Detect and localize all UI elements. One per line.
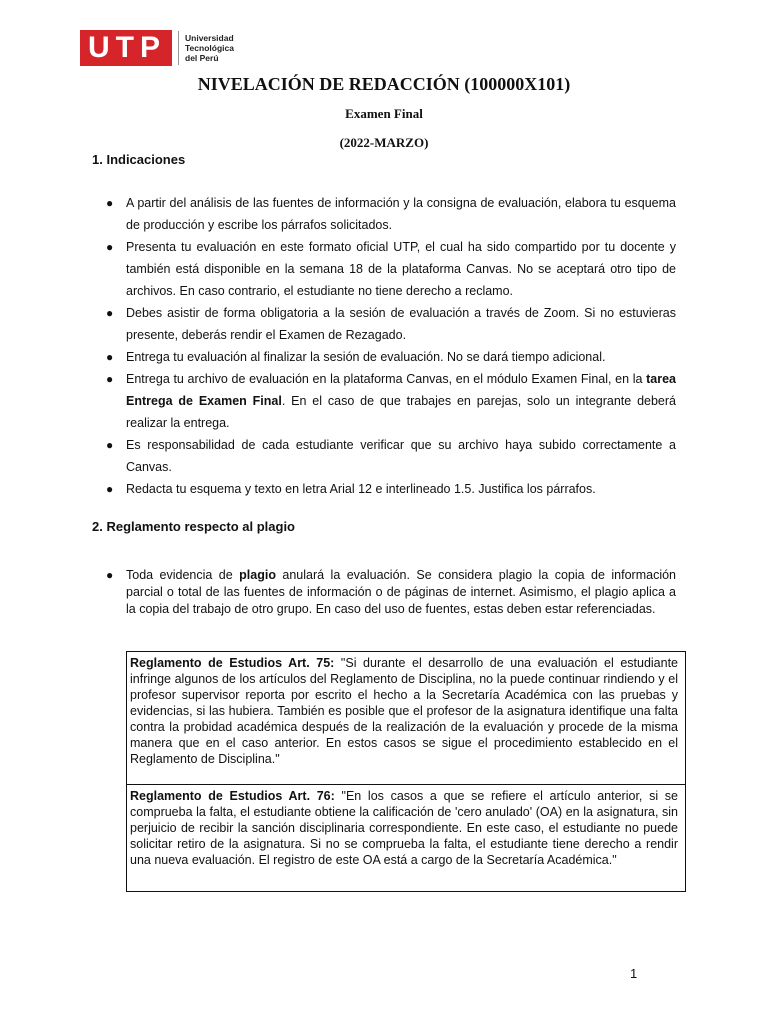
list-item-text-start: Toda evidencia de (126, 568, 240, 582)
art-76-label: Reglamento de Estudios Art. 76: (130, 789, 335, 803)
list-item-text: Presenta tu evaluación en este formato oficial UTP, el cual ha sido compartido por tu docente y también está disponible en la semana 18 de la plataforma Canvas. No se aceptará otro tipo de archivos. En caso contrario, el estudiante no tiene derecho a reclamo. (126, 240, 676, 298)
bullet-icon: ● (106, 568, 114, 582)
reglamento-table (126, 651, 686, 892)
indicaciones-list (104, 192, 676, 500)
list-item-text: Entrega tu evaluación al finalizar la sesión de evaluación. No se dará tiempo adicional. (126, 350, 606, 364)
art-75-label: Reglamento de Estudios Art. 75: (130, 656, 335, 670)
list-item (104, 302, 676, 346)
plagio-list (104, 567, 676, 618)
list-item-text-start: Entrega tu archivo de evaluación en la plataforma Canvas, en el módulo Examen Final, en la (126, 372, 647, 386)
list-item (104, 478, 676, 500)
logo-line-1: Universidad (185, 33, 234, 43)
list-item (104, 236, 676, 302)
list-item-bold-text: tarea Entrega de Examen Final (126, 372, 676, 408)
bullet-icon: ● (106, 482, 114, 496)
list-item (104, 368, 676, 434)
list-item-text-end: . En el caso de que trabajes en parejas, solo un integrante deberá realizar la entrega. (126, 394, 676, 430)
logo-university-name (185, 33, 234, 63)
bullet-icon: ● (106, 350, 114, 364)
list-item (104, 434, 676, 478)
art-76-text: "En los casos a que se refiere el artículo anterior, si se comprueba la falta, el estudiante obtiene la calificación de 'cero anulado' (OA) en la asignatura, sin perjuicio de recibir la sanción disciplinaria correspondiente. En este caso, el estudiante no puede solicitar retiro de la asignatura. Si no se comprueba la falta, el estudiante tiene derecho a rendir una nueva evaluación. El registro de este OA está a cargo de la Secretaría Académica." (130, 789, 679, 867)
logo-line-2: Tecnológica (185, 43, 234, 53)
section-heading-indicaciones: 1. Indicaciones (92, 152, 186, 167)
art-75-text: "Si durante el desarrollo de una evaluación el estudiante infringe algunos de los artículos del Reglamento de Disciplina, no la puede continuar rindiendo y el profesor supervisor reporta por escrito el hecho a la Secretaría Académica con las pruebas y evidencias, si las hubiera. También es posible que el profesor de la asignatura identifique una falta contra la probidad académica después de la realización de la evaluación y procede de la misma manera que en el caso anterior. En estos casos se sigue el procedimiento establecido en el Reglamento de Disciplina." (130, 656, 679, 766)
list-item-text-end: anulará la evaluación. Se considera plagio la copia de información parcial o total de las fuentes de información o de páginas de internet. Asimismo, el plagio aplica a la copia del trabajo de otro grupo. En caso del uso de fuentes, estas deben estar referenciadas. (126, 568, 677, 616)
list-item (104, 346, 676, 368)
bullet-icon: ● (106, 306, 114, 320)
list-item (104, 192, 676, 236)
bullet-icon: ● (106, 196, 114, 210)
logo-line-3: del Perú (185, 53, 219, 63)
bullet-icon: ● (106, 438, 114, 452)
utp-logo (80, 30, 234, 66)
logo-divider (178, 31, 179, 65)
reglamento-art-75 (127, 652, 685, 785)
bullet-icon: ● (106, 240, 114, 254)
bullet-icon: ● (106, 372, 114, 386)
page-number: 1 (630, 966, 638, 981)
document-subtitle: Examen Final (345, 106, 423, 121)
list-item-text: Redacta tu esquema y texto en letra Arial 12 e interlineado 1.5. Justifica los párrafos. (126, 482, 596, 496)
list-item-text: A partir del análisis de las fuentes de información y la consigna de evaluación, elabora tu esquema de producción y escribe los párrafos solicitados. (126, 196, 676, 232)
list-item-bold-text: plagio (239, 568, 276, 582)
list-item-text: Debes asistir de forma obligatoria a la sesión de evaluación a través de Zoom. Si no estuvieras presente, deberás rendir el Examen de Rezagado. (126, 306, 676, 342)
reglamento-art-76 (127, 785, 685, 891)
document-title: NIVELACIÓN DE REDACCIÓN (100000X101) (197, 74, 571, 94)
list-item-text: Es responsabilidad de cada estudiante verificar que su archivo haya subido correctamente a Canvas. (126, 438, 676, 474)
section-heading-plagio: 2. Reglamento respecto al plagio (92, 519, 295, 534)
document-date: (2022-MARZO) (339, 135, 429, 150)
logo-letters: UTP (80, 30, 172, 66)
list-item (104, 567, 676, 618)
